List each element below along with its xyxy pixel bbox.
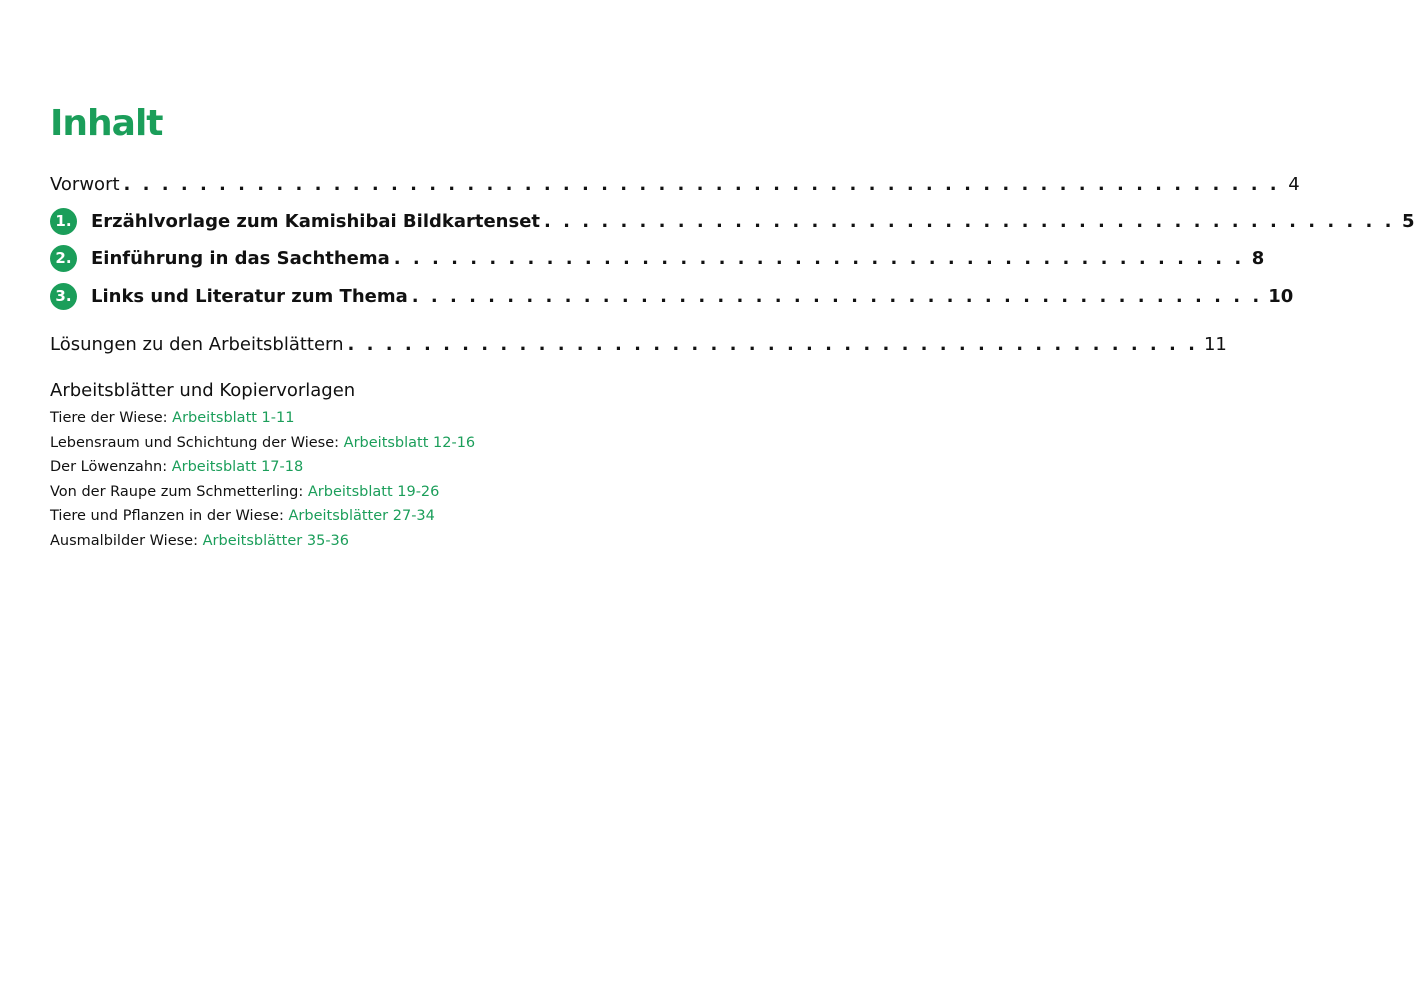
toc-entry-page-number: 10 [1268,285,1294,307]
worksheet-item[interactable] [50,406,475,431]
toc-entry-links-literatur[interactable] [50,281,1294,311]
worksheet-reference: Arbeitsblatt 17-18 [171,459,304,475]
dot-leader: . . . . . . . . . . . . . . . . . . . . . . . . . . . . . . . . . . . . . . . . . . . . . [393,247,1245,269]
toc-entry-einfuehrung[interactable] [50,243,1265,273]
toc-entry-label: Erzählvorlage zum Kamishibai Bildkartenset [91,210,541,232]
chapter-number-badge: 3. [50,283,77,310]
toc-entry-label: Lösungen zu den Arbeitsblättern [50,333,344,355]
worksheet-topic: Lebensraum und Schichtung der Wiese: [50,434,340,451]
worksheet-reference: Arbeitsblatt 1-11 [172,410,295,426]
worksheet-topic: Tiere der Wiese: [50,410,168,426]
toc-entry-page-number: 11 [1203,333,1227,355]
worksheet-reference: Arbeitsblätter 35-36 [202,532,349,549]
worksheet-topic: Der Löwenzahn: [50,459,168,475]
toc-entry-loesungen[interactable] [50,329,1227,359]
chapter-number-badge: 1. [50,208,77,235]
chapter-number-badge: 2. [50,245,77,272]
dot-leader: . . . . . . . . . . . . . . . . . . . . . . . . . . . . . . . . . . . . . . . . . . . . . [544,210,1395,232]
worksheet-reference: Arbeitsblatt 12-16 [343,434,476,451]
worksheet-item[interactable] [50,431,475,456]
worksheets-heading: Arbeitsblätter und Kopiervorlagen [50,380,356,401]
worksheet-reference: Arbeitsblatt 19-26 [307,483,440,500]
dot-leader: . . . . . . . . . . . . . . . . . . . . . . . . . . . . . . . . . . . . . . . . . . . . . [411,285,1263,307]
dot-leader: . . . . . . . . . . . . . . . . . . . . . . . . . . . . . . . . . . . . . . . . . . . . . . . . . . . . . . . . . . . . . [123,173,1280,195]
worksheet-item[interactable] [50,529,475,554]
worksheet-item[interactable] [50,480,475,505]
toc-entry-label: Einführung in das Sachthema [91,247,390,269]
toc-entry-page-number: 8 [1251,247,1265,269]
toc-entry-erzaehlvorlage[interactable] [50,206,1414,236]
worksheet-item[interactable] [50,455,475,480]
toc-entry-page-number: 4 [1288,173,1300,195]
dot-leader: . . . . . . . . . . . . . . . . . . . . . . . . . . . . . . . . . . . . . . . . . . . . . [347,333,1198,355]
worksheet-reference: Arbeitsblätter 27-34 [288,508,435,524]
worksheet-item[interactable] [50,504,475,529]
toc-entry-page-number: 5 [1401,210,1414,232]
toc-entry-vorwort[interactable] [50,169,1300,199]
page-title: Inhalt [50,103,163,144]
toc-entry-label: Vorwort [50,173,120,195]
worksheet-topic: Von der Raupe zum Schmetterling: [50,483,304,500]
worksheet-list [50,406,475,553]
worksheet-topic: Tiere und Pflanzen in der Wiese: [50,508,284,524]
worksheet-topic: Ausmalbilder Wiese: [50,532,198,549]
toc-entry-label: Links und Literatur zum Thema [91,285,408,307]
